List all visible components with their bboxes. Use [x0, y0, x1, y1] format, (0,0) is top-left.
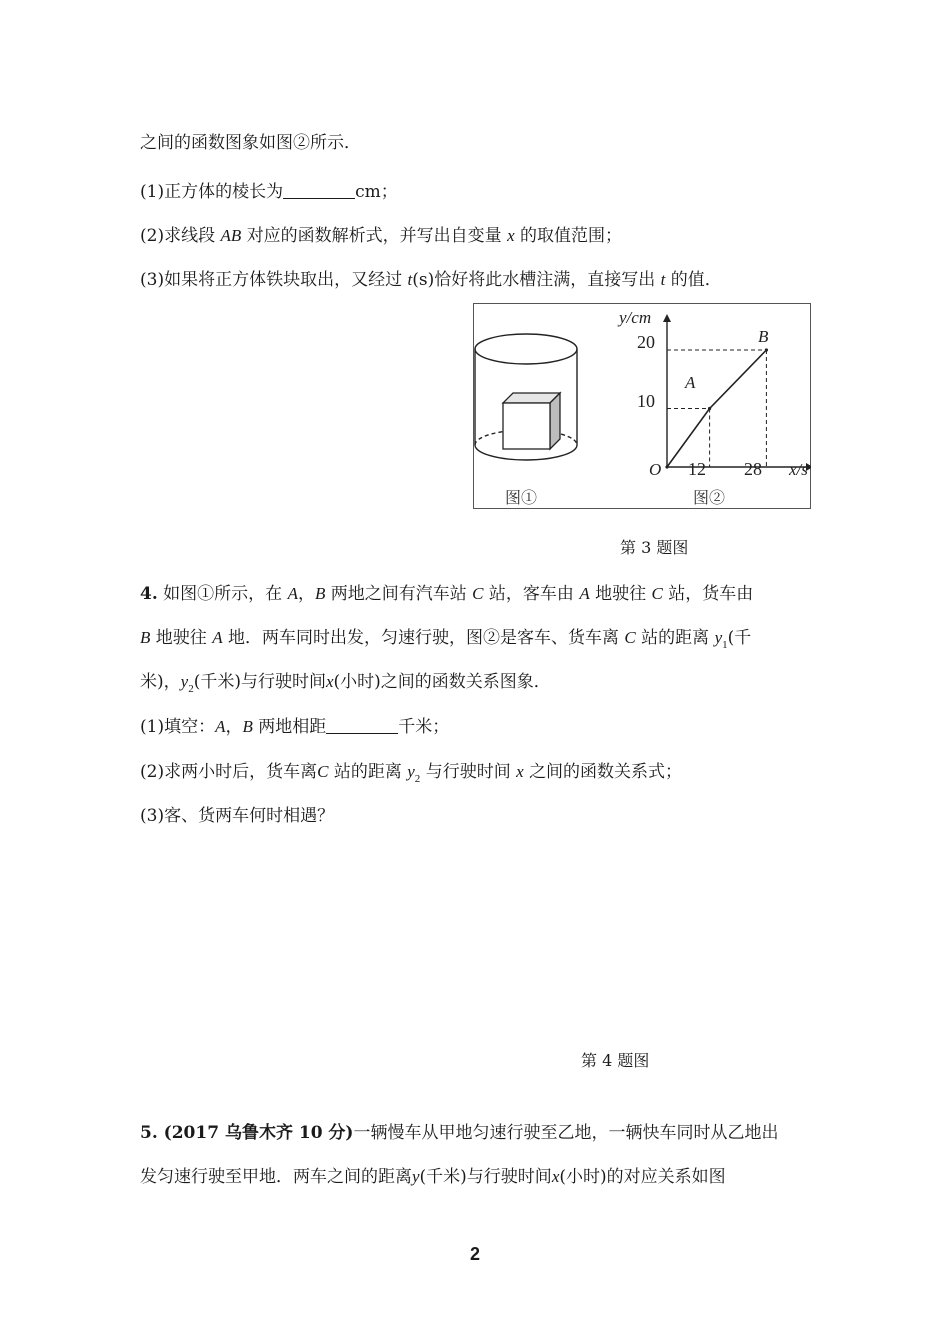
q4-l2-A: A: [212, 628, 223, 647]
q3-caption: 第 3 题图: [620, 538, 689, 557]
q4-p1-c: 千米；: [398, 717, 450, 737]
q3-intro-tail: [140, 131, 361, 155]
q5-l2-y: y: [412, 1167, 420, 1186]
point-b-label: B: [758, 327, 769, 346]
q4-line3: [140, 670, 551, 701]
q4-p3: (3)客、货两车何时相遇？: [140, 806, 335, 826]
q4-l2-sub: 1: [722, 639, 728, 651]
q3-part2-text-c: 的取值范围；: [520, 226, 623, 246]
y-tick-label-20: 20: [637, 332, 655, 352]
q3-part3: [140, 268, 722, 292]
q4-l1-comma: ，: [297, 584, 315, 604]
q4-part2: [140, 760, 682, 791]
q3-part1-unit: cm；: [355, 182, 398, 202]
q5-l2-c: (小时)的对应关系如图: [559, 1167, 726, 1187]
q4-l3-a: 米)，: [140, 672, 181, 692]
q4-l1-d: 地驶往: [595, 584, 647, 604]
q4-l1-A: A: [287, 584, 298, 603]
data-point-A: [708, 407, 711, 410]
q4-l3-sub: 2: [188, 683, 194, 695]
q4-l3-c: (小时)之间的函数关系图象．: [333, 672, 551, 692]
q4-l3-x: x: [325, 672, 334, 691]
q3-figure: [473, 303, 811, 509]
x-axis-label: x/s: [789, 460, 808, 479]
q4-l1-A2: A: [579, 584, 590, 603]
q4-l2-c: 站的距离: [641, 628, 710, 648]
q4-line2: [140, 626, 751, 657]
q4-l2-B: B: [140, 628, 151, 647]
q4-l3-y: y: [180, 672, 189, 691]
cube-side-face: [550, 393, 560, 449]
q4-l2-a: 地驶往: [155, 628, 207, 648]
q4-p2-c: 与行驶时间: [425, 762, 511, 782]
y-tick-label-10: 10: [637, 391, 655, 411]
q4-p1-a: (1)填空：: [140, 717, 216, 737]
point-a-label: A: [685, 373, 696, 392]
q3-figure-svg: [473, 303, 811, 509]
answer-blank: [326, 717, 398, 734]
q4-p1-comma: ，: [225, 717, 243, 737]
q4-l1-a: 如图①所示，在: [163, 584, 283, 604]
q4-p1-b: 两地相距: [258, 717, 327, 737]
q5-l1: 一辆慢车从甲地匀速行驶至乙地，一辆快车同时从乙地出: [353, 1123, 779, 1143]
q3-part1-text: (1)正方体的棱长为: [140, 182, 284, 202]
q3-part2-text-b: 对应的函数解析式，并写出自变量: [246, 226, 502, 246]
q4-caption: 第 4 题图: [581, 1051, 650, 1070]
q3-part2-text-a: (2)求线段: [140, 226, 216, 246]
q5-l2-a: 发匀速行驶至甲地．两车之间的距离: [140, 1167, 412, 1187]
origin-label: O: [649, 460, 662, 479]
q5-heading: 5. (2017 乌鲁木齐 10 分): [140, 1123, 354, 1143]
q4-l1-b: 两地之间有汽车站: [330, 584, 467, 604]
page-number: 2: [469, 1244, 480, 1264]
q3-part3-text-b: (s)恰好将此水槽注满，直接写出: [412, 270, 656, 290]
q5-l2-x: x: [551, 1167, 560, 1186]
q4-l2-d: (千: [727, 628, 752, 648]
q4-p2-b: 站的距离: [333, 762, 402, 782]
q4-p2-a: (2)求两小时后，货车离: [140, 762, 318, 782]
q5-l2-b: (千米)与行驶时间: [419, 1167, 552, 1187]
figure1-label: 图①: [505, 490, 538, 507]
q4-p2-y: y: [407, 762, 415, 781]
q4-l2-y: y: [714, 628, 723, 647]
q4-l1-C2: C: [651, 584, 663, 603]
q4-part3: [140, 804, 334, 828]
q4-l1-B: B: [314, 584, 326, 603]
q3-part3-t2: t: [660, 270, 666, 289]
q3-part2-ab: AB: [220, 226, 242, 245]
cube-front-face: [503, 403, 550, 449]
q4-p2-x: x: [516, 762, 524, 781]
q3-part3-text-c: 的值．: [670, 270, 722, 290]
q4-p2-C: C: [317, 762, 329, 781]
q4-l2-C: C: [624, 628, 636, 647]
q5-line2: [140, 1165, 726, 1189]
q4-line1: [140, 582, 753, 606]
q4-part1: [140, 715, 449, 739]
cube-drawing: [503, 393, 560, 449]
q4-p2-d: 之间的函数关系式；: [529, 762, 683, 782]
x-tick-label-28: 28: [744, 459, 762, 479]
q4-l1-e: 站，货车由: [668, 584, 754, 604]
q4-p1-B: B: [242, 717, 253, 736]
q4-p1-A: A: [215, 717, 226, 736]
data-point-B: [765, 348, 768, 351]
q3-part3-t: t: [407, 270, 413, 289]
x-tick-label-12: 12: [688, 459, 706, 479]
q3-part2: [140, 224, 622, 248]
answer-blank: [283, 182, 355, 199]
data-point-O: [665, 465, 668, 468]
q4-l3-b: (千米)与行驶时间: [193, 672, 326, 692]
q4-number: 4.: [140, 584, 158, 604]
figure2-label: 图②: [693, 490, 726, 507]
q3-part3-text-a: (3)如果将正方体铁块取出，又经过: [140, 270, 403, 290]
q3-part2-x: x: [507, 226, 515, 245]
q3-part1: [140, 180, 398, 204]
q4-l2-b: 地．两车同时出发，匀速行驶，图②是客车、货车离: [228, 628, 619, 648]
q4-l1-c: 站，客车由: [488, 584, 574, 604]
y-axis-label: y/cm: [619, 308, 652, 327]
q4-l1-C: C: [472, 584, 484, 603]
q3-intro-text: 之间的函数图象如图②所示．: [140, 133, 361, 153]
q5-line1: [140, 1121, 778, 1145]
q4-p2-sub: 2: [414, 773, 421, 785]
